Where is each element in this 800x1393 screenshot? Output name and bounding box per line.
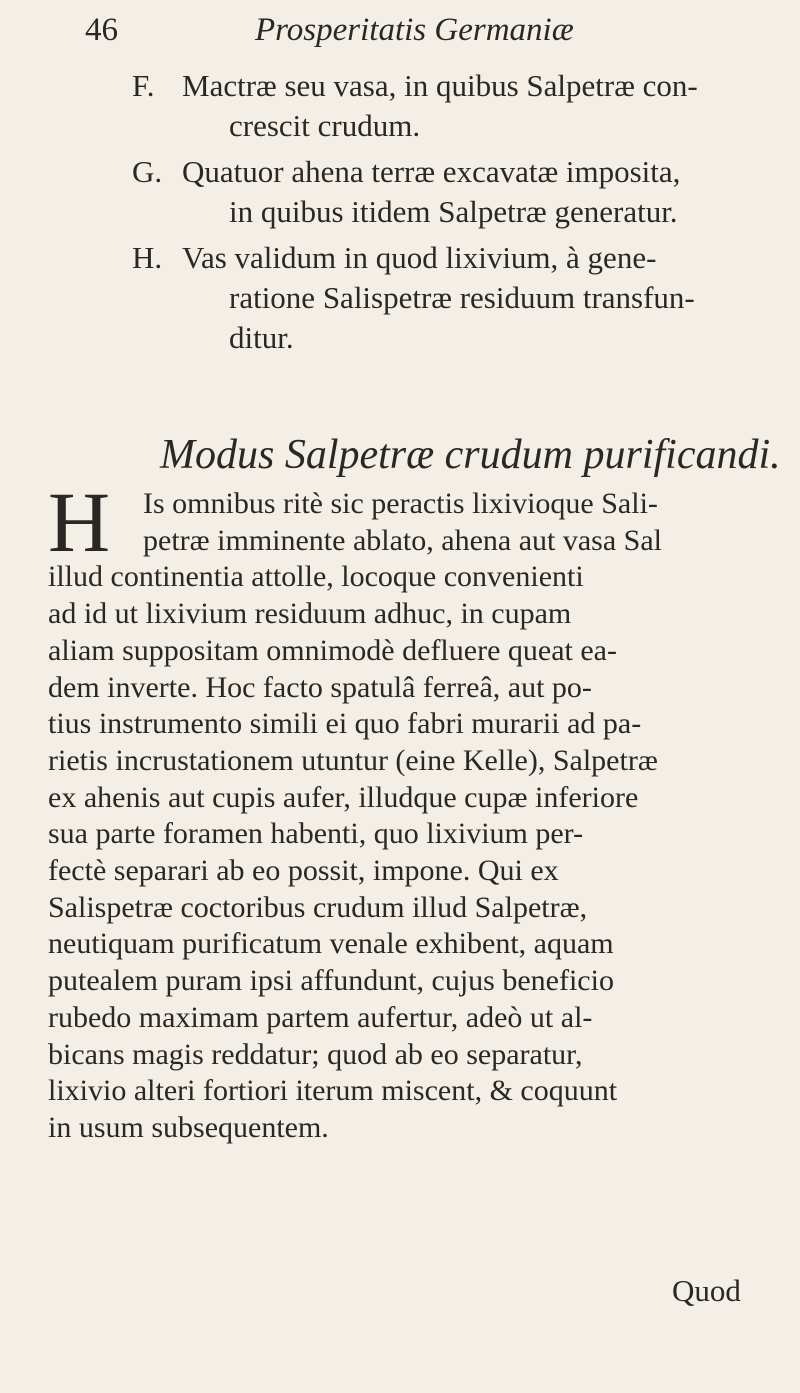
paragraph-line: ad id ut lixivium residuum adhuc, in cupam — [48, 597, 572, 631]
page-number: 46 — [85, 12, 118, 48]
legend-letter: G. — [132, 154, 163, 189]
paragraph-line: bicans magis reddatur; quod ab eo separatur, — [48, 1037, 583, 1071]
legend-text: Vas validum in quod lixivium, à gene- — [182, 240, 657, 275]
legend-letter: F. — [132, 68, 155, 103]
legend-item-f — [132, 66, 782, 146]
legend-item-h — [132, 238, 782, 358]
paragraph-line: illud continentia attolle, locoque convenienti — [48, 560, 584, 594]
legend-text: Mactræ seu vasa, in quibus Salpetræ con- — [182, 68, 698, 103]
legend-item-g — [132, 152, 782, 232]
catchword: Quod — [672, 1273, 741, 1308]
legend-text: ratione Salispetræ residuum transfun- — [229, 280, 695, 315]
legend-text: in quibus itidem Salpetræ generatur. — [229, 194, 678, 229]
body-paragraph — [48, 474, 778, 1147]
legend-text: crescit crudum. — [229, 108, 421, 143]
running-title: Prosperitatis Germaniæ — [255, 12, 574, 48]
paragraph-line: Salispetræ coctoribus crudum illud Salpetræ, — [48, 890, 588, 924]
paragraph-line: rubedo maximam partem aufertur, adeò ut al- — [48, 1000, 593, 1034]
paragraph-line: dem inverte. Hoc facto spatulâ ferreâ, aut po- — [48, 670, 592, 704]
paragraph-line: putealem puram ipsi affundunt, cujus beneficio — [48, 964, 614, 998]
figure-legend — [132, 66, 782, 364]
legend-text: ditur. — [229, 320, 294, 355]
paragraph-line: aliam suppositam omnimodè defluere queat ea- — [48, 633, 617, 667]
legend-text: Quatuor ahena terræ excavatæ imposita, — [182, 154, 681, 189]
paragraph-line: petræ imminente ablato, ahena aut vasa Sal — [143, 523, 662, 557]
paragraph-line: rietis incrustationem utuntur (eine Kelle), Salpetræ — [48, 743, 658, 777]
paragraph-line: tius instrumento simili ei quo fabri murarii ad pa- — [48, 707, 642, 741]
paragraph-line: fectè separari ab eo possit, impone. Qui ex — [48, 854, 559, 888]
section-heading: Modus Salpetræ crudum purificandi. — [160, 432, 781, 478]
paragraph-line: Is omnibus ritè sic peractis lixivioque Sali- — [143, 487, 658, 520]
legend-letter: H. — [132, 240, 163, 275]
drop-cap: H — [48, 474, 111, 570]
paragraph-line: lixivio alteri fortiori iterum miscent, & coquunt — [48, 1074, 618, 1108]
paragraph-line: in usum subsequentem. — [48, 1110, 329, 1144]
paragraph-line: neutiquam purificatum venale exhibent, aquam — [48, 927, 614, 961]
paragraph-line: ex ahenis aut cupis aufer, illudque cupæ inferiore — [48, 780, 639, 814]
paragraph-line: sua parte foramen habenti, quo lixivium per- — [48, 817, 584, 851]
